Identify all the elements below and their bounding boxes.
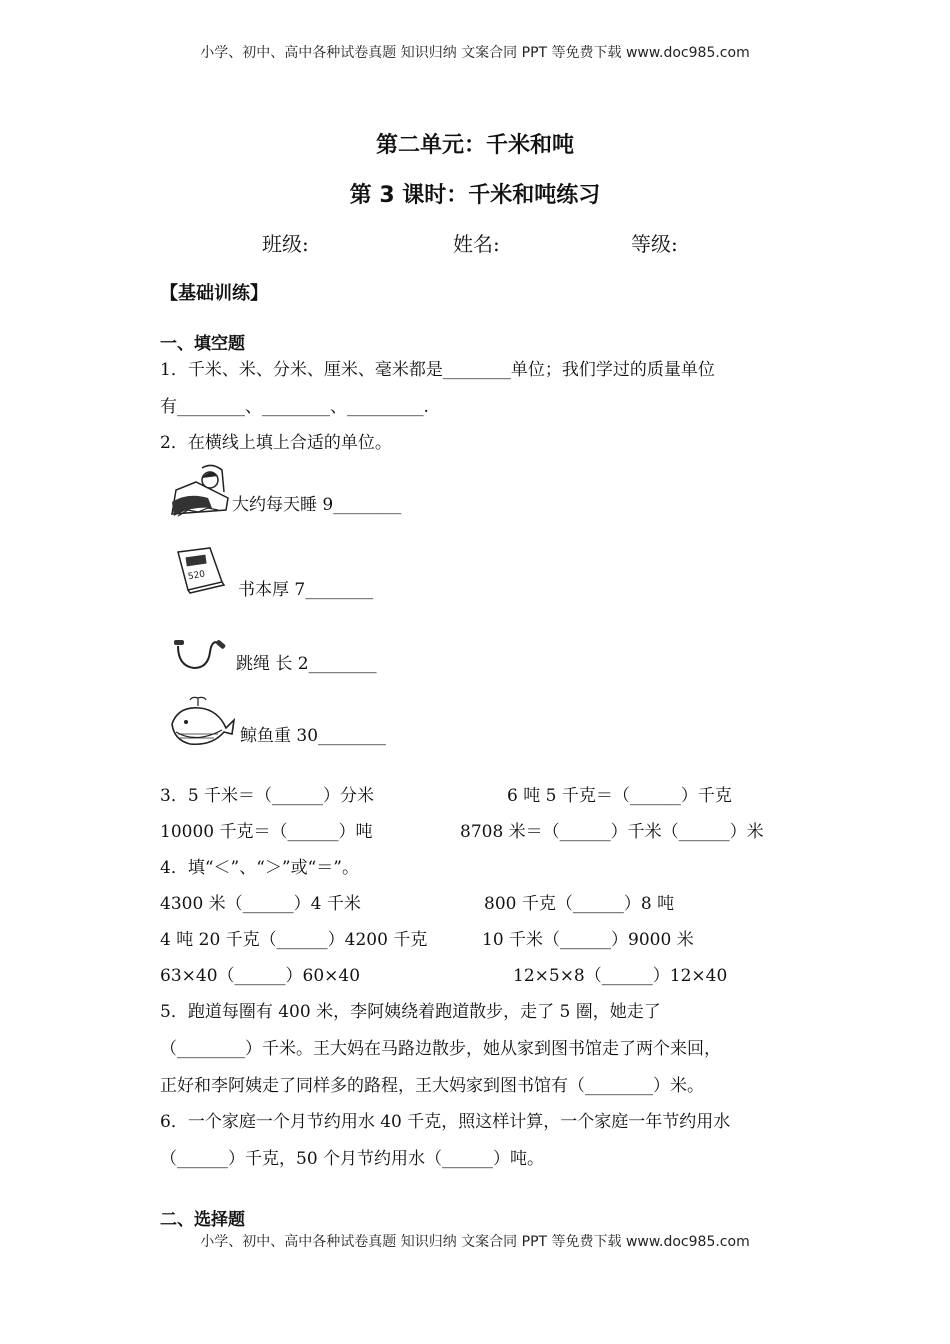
grade-label: 等级: [631, 232, 678, 256]
jump-rope-icon [172, 634, 232, 676]
class-label: 班级: [262, 232, 309, 256]
q6-line1: 6．一个家庭一个月节约用水 40 千克，照这样计算，一个家庭一年节约用水 [160, 1112, 731, 1132]
page-title: 第二单元：千米和吨 [375, 133, 574, 158]
q3-b: 6 吨 5 千克＝（______）千克 [507, 786, 732, 806]
name-label: 姓名: [453, 232, 500, 256]
q4-f: 12×5×8（______）12×40 [513, 966, 728, 986]
part2-heading: 二、选择题 [160, 1210, 245, 1230]
q2-item3: 跳绳 长 2________ [236, 654, 377, 674]
q3-d: 8708 米＝（______）千米（______）米 [460, 822, 764, 842]
page-subtitle: 第 3 课时：千米和吨练习 [349, 183, 601, 208]
q1-line2: 有________、________、_________. [160, 397, 429, 417]
part1-heading: 一、填空题 [160, 334, 245, 354]
q2-item2: 书本厚 7________ [238, 580, 374, 600]
q1-line1: 1．千米、米、分米、厘米、毫米都是________单位；我们学过的质量单位 [160, 360, 715, 380]
q3-a: 3．5 千米＝（______）分米 [160, 786, 375, 806]
footer-banner: 小学、初中、高中各种试卷真题 知识归纳 文案合同 PPT 等免费下载 www.doc985.com [200, 1234, 750, 1250]
q4-e: 63×40（______）60×40 [160, 966, 361, 986]
q2-item4: 鲸鱼重 30________ [240, 726, 387, 746]
q5-line2: （________）千米。王大妈在马路边散步，她从家到图书馆走了两个来回， [160, 1039, 721, 1059]
q2-item1: 大约每天睡 9________ [232, 495, 402, 515]
q4-a: 4300 米（______）4 千米 [160, 894, 361, 914]
q3-c: 10000 千克＝（______）吨 [160, 822, 373, 842]
section-basic: 【基础训练】 [160, 283, 268, 304]
q6-line2: （______）千克，50 个月节约用水（______）吨。 [160, 1149, 545, 1169]
svg-text:520: 520 [187, 569, 206, 583]
header-banner: 小学、初中、高中各种试卷真题 知识归纳 文案合同 PPT 等免费下载 www.doc985.com [200, 45, 750, 61]
q4-c: 4 吨 20 千克（______）4200 千克 [160, 930, 428, 950]
q4-b: 800 千克（______）8 吨 [484, 894, 675, 914]
q2-intro: 2．在横线上填上合适的单位。 [160, 433, 392, 453]
whale-icon [168, 694, 238, 750]
q5-line3: 正好和李阿姨走了同样多的路程，王大妈家到图书馆有（________）米。 [160, 1076, 704, 1096]
q4-d: 10 千米（______）9000 米 [482, 930, 694, 950]
q4-intro: 4．填“＜”、“＞”或“＝”。 [160, 858, 359, 878]
math-book-icon [172, 546, 226, 594]
q5-line1: 5．跑道每圈有 400 米，李阿姨绕着跑道散步，走了 5 圈，她走了 [160, 1002, 661, 1022]
sleeping-child-icon [168, 462, 232, 522]
